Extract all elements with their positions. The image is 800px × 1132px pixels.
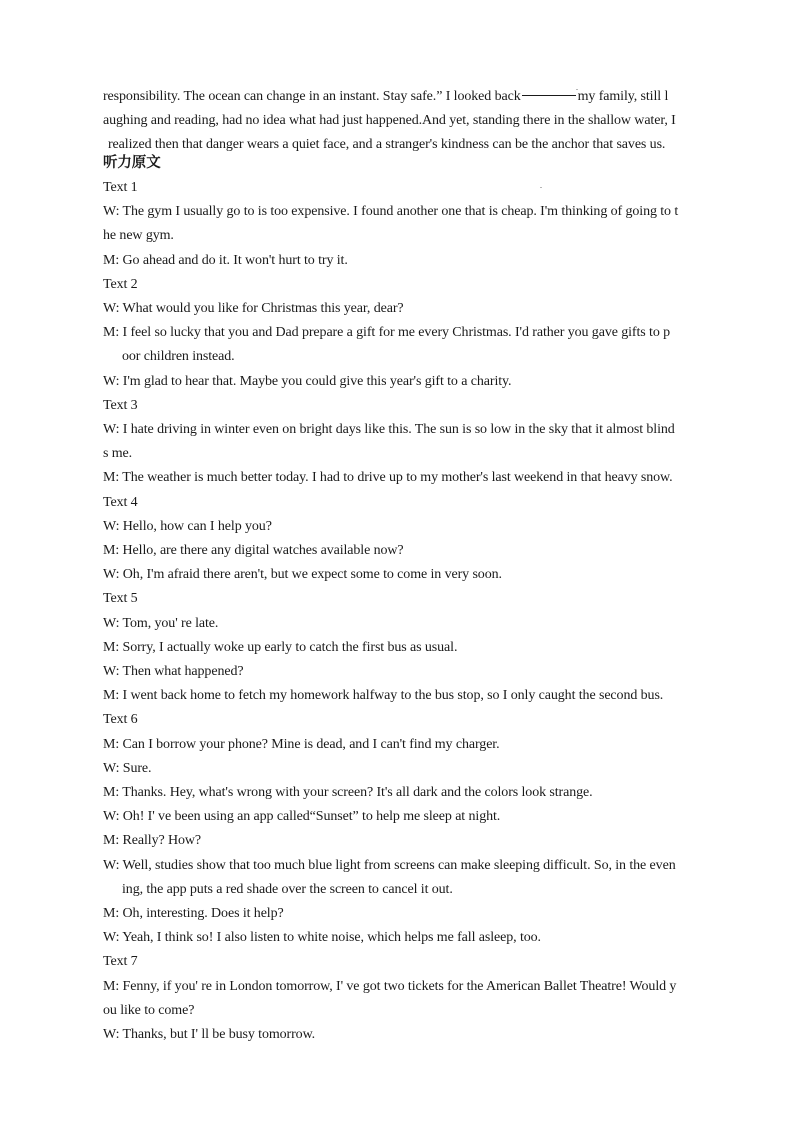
- transcript-line: oor children instead.: [122, 349, 235, 364]
- transcript-line: M: Can I borrow your phone? Mine is dead, and I can't find my charger.: [103, 737, 500, 752]
- transcript-line: M: Sorry, I actually woke up early to catch the first bus as usual.: [103, 640, 458, 655]
- transcript-line: Text 7: [103, 954, 138, 969]
- transcript-line: W: I'm glad to hear that. Maybe you could give this year's gift to a charity.: [103, 374, 512, 389]
- passage-line-1-end: my family, still l: [577, 89, 669, 104]
- transcript-line: W: I hate driving in winter even on bright days like this. The sun is so low in the sky that it almost blind: [103, 422, 675, 437]
- transcript-line: W: Oh, I'm afraid there aren't, but we expect some to come in very soon.: [103, 567, 502, 582]
- transcript-line: M: Really? How?: [103, 833, 202, 848]
- transcript-line: W: The gym I usually go to is too expensive. I found another one that is cheap. I'm thinking of going to t: [103, 204, 679, 219]
- transcript-line: M: Thanks. Hey, what's wrong with your screen? It's all dark and the colors look strange.: [103, 785, 593, 800]
- scan-speck: [540, 187, 542, 188]
- section-heading: 听力原文: [103, 155, 161, 171]
- transcript-line: Text 1: [103, 180, 138, 195]
- transcript-line: ing, the app puts a red shade over the screen to cancel it out.: [122, 882, 453, 897]
- transcript-line: he new gym.: [103, 228, 174, 243]
- transcript-line: M: Fenny, if you' re in London tomorrow, I' ve got two tickets for the American Ballet Theatre! Would y: [103, 979, 677, 994]
- transcript-line: M: I feel so lucky that you and Dad prepare a gift for me every Christmas. I'd rather you gave gifts to p: [103, 325, 671, 340]
- transcript-line: W: Well, studies show that too much blue light from screens can make sleeping difficult. So, in the even: [103, 858, 676, 873]
- transcript-line: W: Oh! I' ve been using an app called“Sunset” to help me sleep at night.: [103, 809, 501, 824]
- transcript-line: W: What would you like for Christmas this year, dear?: [103, 301, 404, 316]
- passage-line-3: realized then that danger wears a quiet face, and a stranger's kindness can be the anchor that saves us.: [108, 137, 666, 152]
- transcript-line: s me.: [103, 446, 133, 461]
- passage-line-1: [103, 89, 668, 105]
- transcript-line: M: Oh, interesting. Does it help?: [103, 906, 284, 921]
- scan-speck: [576, 89, 578, 90]
- transcript-line: W: Hello, how can I help you?: [103, 519, 272, 534]
- transcript-line: M: The weather is much better today. I had to drive up to my mother's last weekend in that heavy snow.: [103, 470, 673, 485]
- transcript-line: W: Yeah, I think so! I also listen to white noise, which helps me fall asleep, too.: [103, 930, 541, 945]
- transcript-line: M: Hello, are there any digital watches available now?: [103, 543, 404, 558]
- passage-line-1-start: responsibility. The ocean can change in an instant. Stay safe.” I looked back: [103, 89, 521, 104]
- transcript-line: W: Thanks, but I' ll be busy tomorrow.: [103, 1027, 316, 1042]
- transcript-line: W: Sure.: [103, 761, 152, 776]
- transcript-line: M: I went back home to fetch my homework halfway to the bus stop, so I only caught the second bus.: [103, 688, 664, 703]
- transcript-line: M: Go ahead and do it. It won't hurt to try it.: [103, 253, 348, 268]
- answer-blank: [522, 95, 576, 96]
- transcript-line: Text 2: [103, 277, 138, 292]
- transcript-line: Text 5: [103, 591, 138, 606]
- transcript-line: Text 6: [103, 712, 138, 727]
- passage-line-2: aughing and reading, had no idea what had just happened.And yet, standing there in the shallow water, I: [103, 113, 676, 128]
- transcript-line: ou like to come?: [103, 1003, 195, 1018]
- transcript-line: W: Then what happened?: [103, 664, 244, 679]
- transcript-line: Text 4: [103, 495, 138, 510]
- transcript-line: W: Tom, you' re late.: [103, 616, 219, 631]
- transcript-line: Text 3: [103, 398, 138, 413]
